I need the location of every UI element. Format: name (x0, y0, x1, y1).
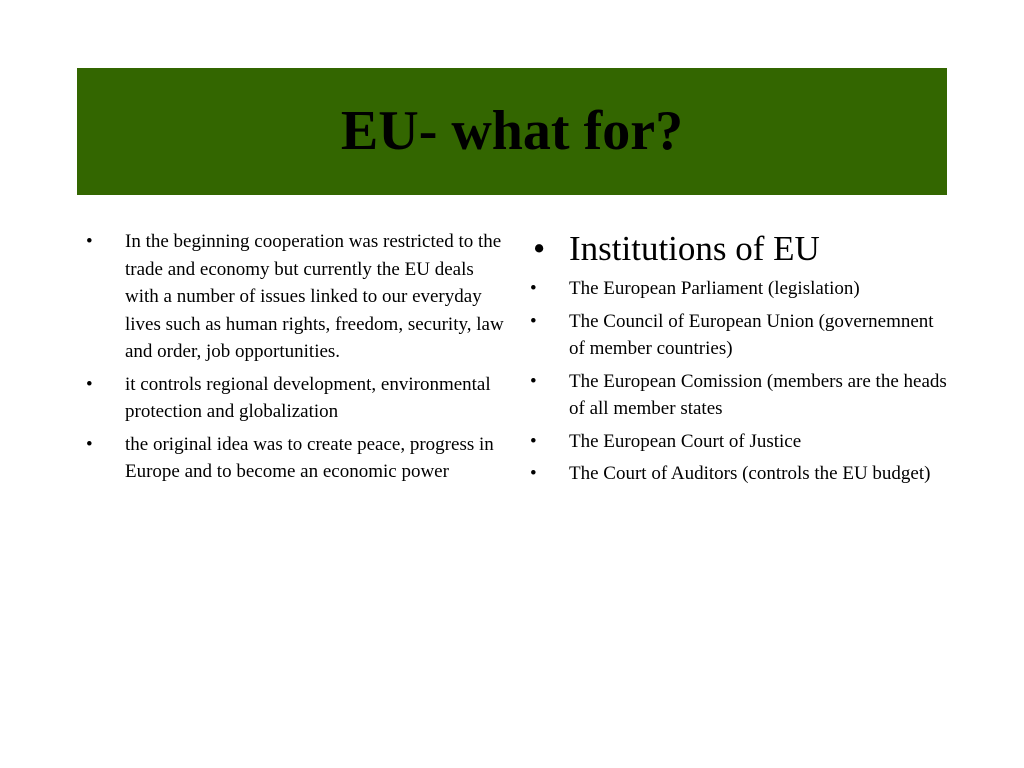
left-column (86, 228, 506, 491)
list-item-text: In the beginning cooperation was restricted to the trade and economy but currently the EU deals with a number of issues linked to our everyday lives such as human rights, freedom, security, law and order, job opportunities. (125, 231, 504, 362)
title-bar (77, 68, 947, 195)
list-item (530, 308, 950, 363)
bullet-icon: • (530, 370, 537, 392)
list-item (86, 228, 506, 366)
bullet-icon: • (530, 278, 537, 299)
list-item (530, 368, 950, 423)
list-item-text: it controls regional development, environmental protection and globalization (125, 373, 491, 422)
bullet-icon: • (530, 310, 537, 332)
right-column (530, 228, 950, 493)
list-item-text: The European Comission (members are the heads of all member states (569, 370, 947, 419)
right-bullet-list (530, 275, 950, 488)
bullet-icon: • (86, 433, 93, 455)
institutions-heading-text: Institutions of EU (569, 229, 820, 268)
list-item (530, 428, 950, 456)
list-item-text: The Court of Auditors (controls the EU budget) (569, 463, 931, 484)
list-item-text: The European Parliament (legislation) (569, 278, 860, 299)
left-bullet-list (86, 228, 506, 486)
bullet-icon: • (86, 373, 93, 395)
list-item (86, 371, 506, 426)
bullet-icon: • (86, 231, 93, 252)
list-item-text: The European Court of Justice (569, 430, 802, 452)
list-item-text: the original idea was to create peace, progress in Europe and to become an economic power (125, 433, 494, 482)
list-item (530, 460, 950, 488)
bullet-icon: • (530, 463, 537, 484)
bullet-icon: • (530, 430, 537, 452)
list-item-text: The Council of European Union (governemnent of member countries) (569, 310, 934, 359)
list-item (530, 275, 950, 303)
institutions-heading (530, 228, 950, 270)
bullet-icon: • (533, 229, 546, 268)
list-item (86, 431, 506, 486)
slide-title: EU- what for? (340, 99, 684, 162)
